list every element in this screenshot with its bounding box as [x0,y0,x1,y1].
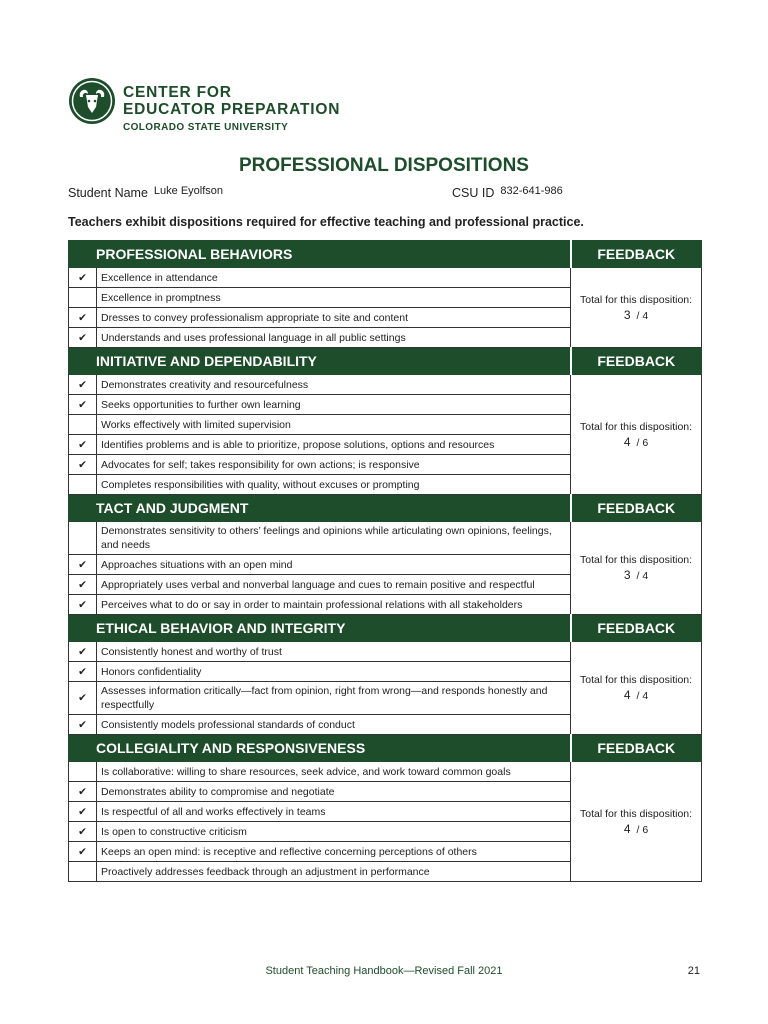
section-header [69,735,702,762]
checkmark-icon: ✔ [69,662,97,682]
score-line [575,822,697,837]
org-name-line2: EDUCATOR PREPARATION [123,101,341,118]
checkmark-icon: ✔ [69,395,97,415]
checkmark-icon: ✔ [69,308,97,328]
disposition-text: Proactively addresses feedback through an adjustment in performance [97,862,571,882]
total-label: Total for this disposition: [579,293,693,306]
section-title: COLLEGIALITY AND RESPONSIVENESS [69,735,571,762]
disposition-text: Consistently models professional standards of conduct [97,715,571,735]
disposition-row [69,268,702,288]
checkmark-icon: ✔ [69,822,97,842]
score-value: 4 [623,434,631,449]
checkmark-icon: ✔ [69,555,97,575]
score-max: / 4 [636,570,649,582]
page-title: PROFESSIONAL DISPOSITIONS [239,155,529,176]
checkmark-icon: ✔ [69,682,97,715]
checkmark-icon: ✔ [69,575,97,595]
dispositions-table [68,240,702,882]
disposition-text: Is open to constructive criticism [97,822,571,842]
disposition-text: Identifies problems and is able to prioritize, propose solutions, options and resources [97,435,571,455]
feedback-header: FEEDBACK [571,615,702,642]
checkmark-icon: ✔ [69,328,97,348]
section-title: TACT AND JUDGMENT [69,495,571,522]
checkmark-icon: ✔ [69,802,97,822]
score-value: 3 [623,568,631,582]
checkmark-icon: ✔ [69,435,97,455]
disposition-text: Demonstrates creativity and resourcefulness [97,375,571,395]
disposition-text: Appropriately uses verbal and nonverbal language and cues to remain positive and respectful [97,575,571,595]
feedback-header: FEEDBACK [571,348,702,375]
brand-block [123,84,340,133]
disposition-text: Works effectively with limited supervision [97,415,571,435]
checkmark-icon: ✔ [69,268,97,288]
disposition-text: Excellence in attendance [97,268,571,288]
total-label: Total for this disposition: [579,554,693,566]
score-value: 4 [623,821,631,836]
score-max: / 4 [636,309,649,322]
score-value: 3 [623,307,631,322]
feedback-total-cell [571,762,702,882]
checkmark-icon: ✔ [69,782,97,802]
section-title: INITIATIVE AND DEPENDABILITY [69,348,571,375]
disposition-text: Excellence in promptness [97,288,571,308]
checkmark-icon: ✔ [69,375,97,395]
disposition-row [69,522,702,555]
feedback-total-cell [571,642,702,735]
empty-check-cell [69,288,97,308]
disposition-text: Dresses to convey professionalism appropriate to site and content [97,308,571,328]
total-label: Total for this disposition: [579,674,693,686]
student-name-label: Student Name [68,186,148,200]
disposition-text: Is collaborative: willing to share resources, seek advice, and work toward common goals [97,762,571,782]
section-header [69,348,702,375]
feedback-header: FEEDBACK [571,495,702,522]
university-name: COLORADO STATE UNIVERSITY [123,122,289,133]
checkmark-icon: ✔ [69,642,97,662]
score-line [575,435,697,450]
page-number: 21 [687,965,700,977]
disposition-text: Perceives what to do or say in order to maintain professional relations with all stakeholders [97,595,571,615]
score-line [575,568,697,583]
section-header [69,241,702,268]
ram-logo-icon [68,77,116,125]
disposition-text: Assesses information critically—fact from opinion, right from wrong—and responds honestly and respectfully [97,682,571,715]
student-name-value: Luke Eyolfson [153,185,224,197]
checkmark-icon: ✔ [69,455,97,475]
total-label: Total for this disposition: [579,420,693,433]
section-header [69,495,702,522]
disposition-text: Approaches situations with an open mind [97,555,571,575]
score-line [575,308,697,323]
disposition-text: Understands and uses professional language in all public settings [97,328,571,348]
score-max: / 4 [636,690,649,702]
section-header [69,615,702,642]
intro-text: Teachers exhibit dispositions required for effective teaching and professional practice. [68,215,584,229]
checkmark-icon: ✔ [69,595,97,615]
student-name-field [68,186,223,200]
score-max: / 6 [636,823,649,836]
score-line [575,688,697,703]
empty-check-cell [69,475,97,495]
feedback-header: FEEDBACK [571,241,702,268]
disposition-text: Demonstrates sensitivity to others’ feelings and opinions while articulating own opinions, feelings, and needs [97,522,571,555]
section-title: ETHICAL BEHAVIOR AND INTEGRITY [69,615,571,642]
disposition-text: Demonstrates ability to compromise and negotiate [97,782,571,802]
checkmark-icon: ✔ [69,715,97,735]
empty-check-cell [69,762,97,782]
csu-id-label: CSU ID [452,186,495,200]
disposition-row [69,762,702,782]
empty-check-cell [69,415,97,435]
empty-check-cell [69,522,97,555]
feedback-total-cell [571,268,702,348]
csu-id-field [452,186,563,200]
checkmark-icon: ✔ [69,842,97,862]
score-max: / 6 [636,436,649,449]
score-value: 4 [623,688,631,702]
total-label: Total for this disposition: [579,807,693,820]
section-title: PROFESSIONAL BEHAVIORS [69,241,571,268]
disposition-text: Keeps an open mind: is receptive and reflective concerning perceptions of others [97,842,571,862]
disposition-text: Honors confidentiality [97,662,571,682]
disposition-text: Consistently honest and worthy of trust [97,642,571,662]
disposition-text: Advocates for self; takes responsibility for own actions; is responsive [97,455,571,475]
empty-check-cell [69,862,97,882]
disposition-text: Seeks opportunities to further own learning [97,395,571,415]
disposition-row [69,642,702,662]
feedback-total-cell [571,522,702,615]
disposition-text: Completes responsibilities with quality, without excuses or prompting [97,475,571,495]
footer-text: Student Teaching Handbook—Revised Fall 2021 [265,965,503,977]
disposition-row [69,375,702,395]
feedback-header: FEEDBACK [571,735,702,762]
disposition-text: Is respectful of all and works effectively in teams [97,802,571,822]
org-name-line1: CENTER FOR [123,84,232,101]
csu-id-value: 832-641-986 [500,185,563,197]
feedback-total-cell [571,375,702,495]
